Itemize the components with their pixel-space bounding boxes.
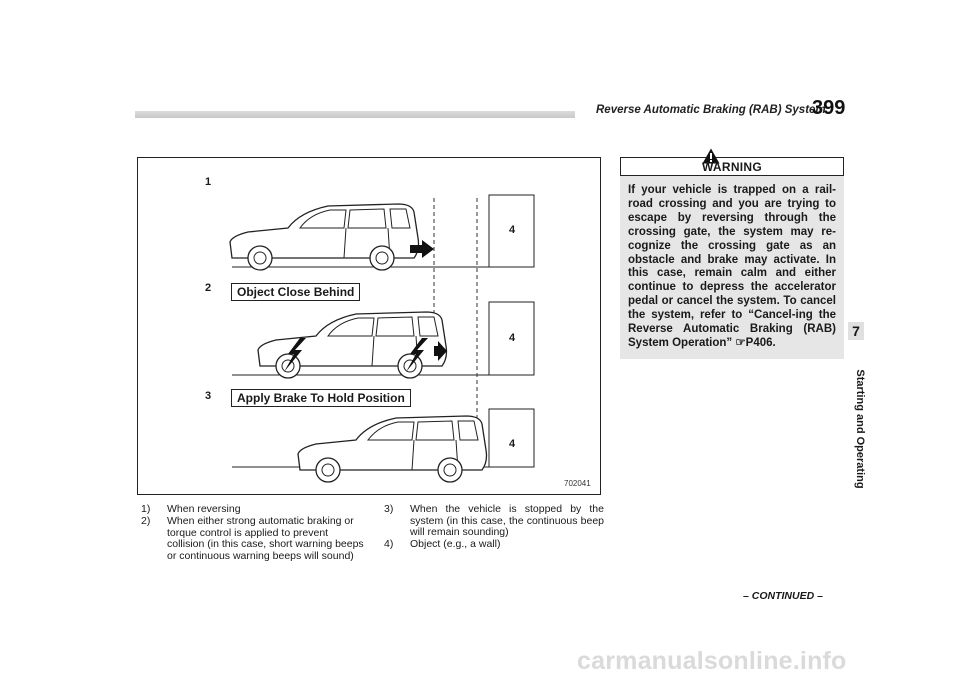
caption-text: Object (e.g., a wall) (410, 538, 501, 550)
warning-text: If your vehicle is trapped on a rail-road crossing and you are trying to escape by reversing through the crossing gate, the system may re-cognize the crossing gate as an obstacle and brake may activate. In this case, remain calm and either continue to depress the accelerator pedal or cancel the system. To cancel the system, refer to “Cancel-ing the Reverse Automatic Braking (RAB) System Operation” ☞P406. (628, 184, 836, 349)
header-rule (135, 111, 575, 118)
caption-3 (384, 504, 604, 540)
caption-number: 2) (141, 515, 151, 527)
warning-heading (620, 157, 844, 176)
page-number: 399 (812, 97, 846, 119)
caption-2 (141, 516, 373, 576)
caption-text: When the vehicle is stopped by the system (in this case, the continuous beep will remain sounding) (410, 503, 604, 538)
object-label-3: 4 (509, 438, 516, 450)
panel-label-2: Object Close Behind (231, 283, 360, 301)
rab-illustration (137, 157, 601, 495)
chapter-number: 7 (852, 323, 860, 339)
figure-code: 702041 (564, 479, 591, 488)
object-label-2: 4 (509, 332, 516, 344)
caption-number: 4) (384, 538, 394, 550)
car-1 (230, 204, 419, 270)
chapter-tab (848, 322, 864, 340)
illustration-drawing (138, 158, 600, 494)
chapter-title: Starting and Operating (854, 369, 866, 489)
chapter-title-tab (850, 345, 864, 515)
caption-number: 1) (141, 503, 151, 515)
continued-note: – CONTINUED – (743, 590, 823, 602)
caption-4 (384, 539, 604, 553)
panel-number-3: 3 (205, 390, 212, 402)
panel-number-1: 1 (205, 176, 212, 188)
watermark: carmanualsonline.info (577, 647, 847, 675)
caption-number: 3) (384, 503, 394, 515)
section-title: Reverse Automatic Braking (RAB) System (596, 104, 826, 116)
warning-heading-text: WARNING (701, 160, 763, 174)
object-label-1: 4 (509, 224, 516, 236)
warning-body (620, 176, 844, 359)
caption-text: When either strong automatic braking or torque control is applied to prevent collision (in this case, short warning beeps or continuous warning beeps will sound) (167, 515, 364, 562)
panel-number-2: 2 (205, 282, 212, 294)
panel-label-3: Apply Brake To Hold Position (231, 389, 411, 407)
car-3 (298, 416, 487, 482)
caption-text: When reversing (167, 503, 241, 515)
